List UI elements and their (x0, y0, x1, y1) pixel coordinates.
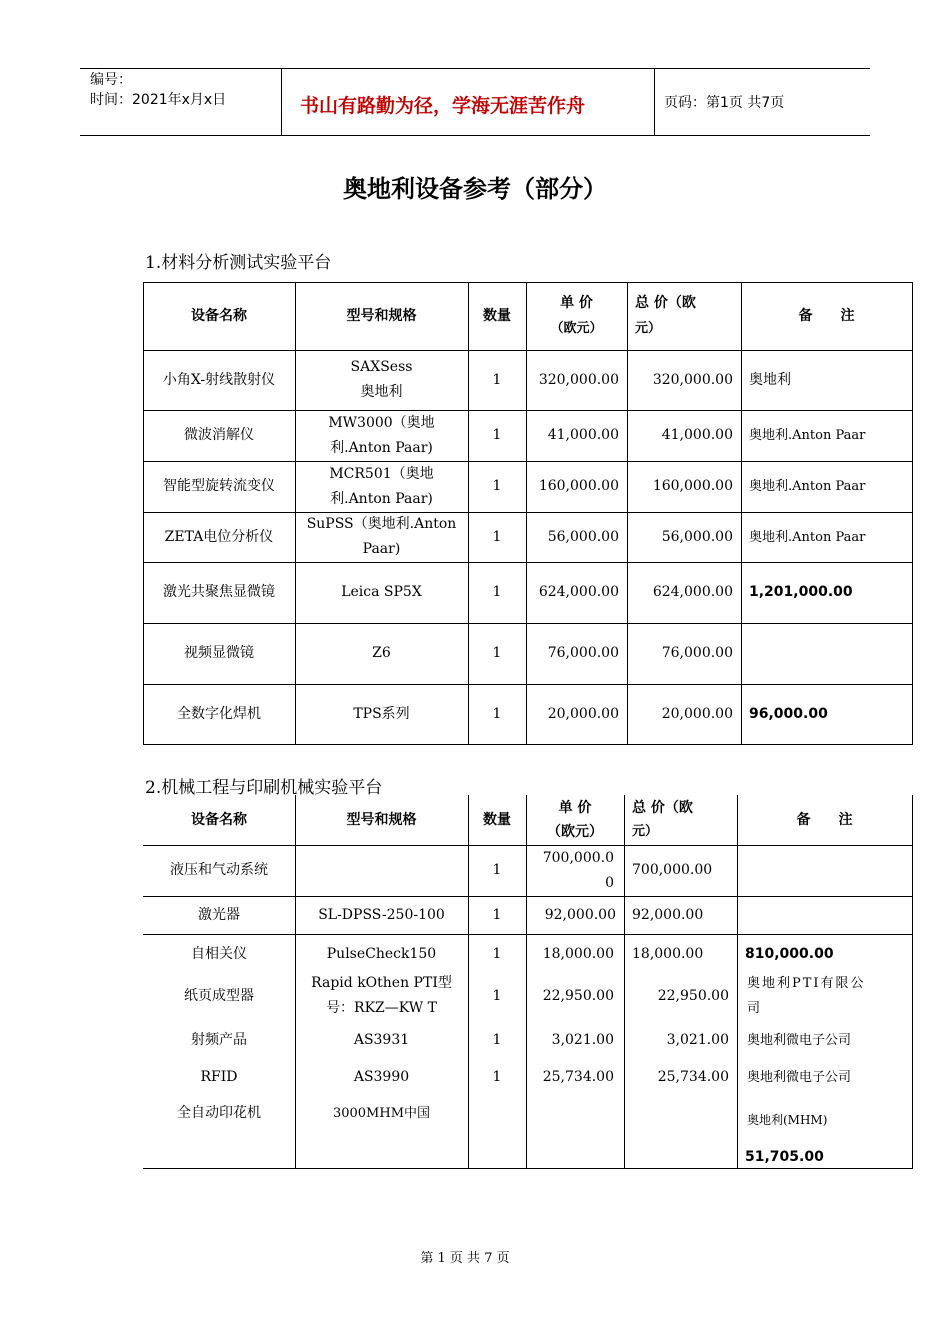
table-row-model: SAXSess 奥地利 (350, 359, 413, 400)
list-item-qty: 1 (492, 1031, 502, 1048)
list-item-total-price: 25,734.00 (657, 1068, 729, 1085)
column-header-total-price: 总 价（欧 元） (635, 295, 696, 336)
table-row-qty: 1 (492, 528, 502, 545)
table-row-remark: 奥地利.Anton Paar (749, 529, 866, 545)
table-row-name: 微波消解仪 (184, 427, 254, 443)
page-info: 页码：第1页 共7页 (664, 95, 785, 111)
table-row-remark (737, 896, 912, 934)
list-item-name: 全自动印花机 (177, 1104, 261, 1121)
list-item-unit-price: 18,000.00 (542, 945, 614, 962)
list-item-name: 自相关仪 (191, 945, 247, 962)
table-row-unit-price: 20,000.00 (547, 705, 619, 722)
table-row-total-price: 700,000.00 (632, 862, 713, 878)
table-row-total-price: 41,000.00 (661, 427, 733, 443)
list-item-remark-total: 51,705.00 (745, 1148, 824, 1165)
table-row-total-price: 76,000.00 (661, 645, 733, 661)
column-header-unit-price: 单 价 （欧元） (547, 800, 603, 840)
list-item-qty: 1 (492, 945, 502, 962)
header-top-rule (80, 68, 870, 69)
table-row-name: ZETA电位分析仪 (164, 528, 274, 545)
table-row-unit-price: 56,000.00 (547, 528, 619, 545)
list-item-model: AS3931 (353, 1031, 410, 1048)
section-heading: 1.材料分析测试实验平台 (145, 253, 332, 273)
table-row-model: Z6 (372, 645, 391, 661)
table-row-model: SL-DPSS-250-100 (318, 906, 445, 923)
table-row-qty: 1 (492, 478, 502, 494)
table-row-model: Leica SP5X (341, 584, 422, 600)
time-label: 时间：2021年x月x日 (90, 92, 227, 108)
list-item-model: AS3990 (353, 1068, 410, 1085)
list-item-unit-price: 22,950.00 (542, 987, 614, 1004)
table-row-model: TPS系列 (353, 705, 410, 722)
list-item-model: PulseCheck150 (326, 945, 437, 962)
table-row-model (295, 845, 468, 896)
table-row-name: 小角X-射线散射仪 (162, 371, 276, 388)
table-row-total-price: 92,000.00 (632, 906, 704, 923)
column-header-model: 型号和规格 (346, 307, 417, 324)
code-label: 编号： (90, 72, 132, 88)
list-item-remark: 810,000.00 (745, 945, 834, 962)
table-row-qty: 1 (492, 584, 502, 600)
table-row-unit-price: 160,000.00 (538, 478, 619, 494)
table-row-model: MW3000（奥地 利.Anton Paar) (328, 414, 435, 456)
column-header-remark: 备 注 (796, 811, 853, 828)
table-row-unit-price: 624,000.00 (538, 584, 619, 600)
page-title: 奥地利设备参考（部分） (343, 175, 607, 203)
list-item-qty: 1 (492, 987, 502, 1004)
table-row-unit-price: 320,000.00 (538, 371, 619, 388)
table-row-unit-price: 92,000.00 (544, 906, 616, 923)
column-header-qty: 数量 (483, 307, 511, 324)
table-row-remark: 奥地利.Anton Paar (749, 428, 866, 443)
list-item-total-price: 3,021.00 (666, 1031, 729, 1048)
list-item-name: 射频产品 (191, 1031, 247, 1048)
table-row-qty: 1 (492, 862, 502, 878)
list-item-qty: 1 (492, 1068, 502, 1085)
table-row-qty: 1 (492, 906, 502, 923)
column-header-model: 型号和规格 (346, 811, 417, 828)
table-row-total-price: 160,000.00 (652, 478, 733, 494)
list-item-name: RFID (200, 1068, 238, 1085)
list-item-name: 纸页成型器 (184, 987, 254, 1004)
table-row-unit-price: 41,000.00 (547, 427, 619, 443)
table-row-remark: 奥地利.Anton Paar (749, 479, 866, 494)
table-row-remark: 1,201,000.00 (749, 584, 853, 600)
table-row-name: 视频显微镜 (184, 645, 254, 661)
column-header-remark: 备 注 (798, 307, 855, 324)
table-row-name: 激光器 (198, 906, 240, 923)
table-row-qty: 1 (492, 645, 502, 661)
table-row-name: 激光共聚焦显微镜 (163, 584, 275, 600)
table-row-remark: 奥地利 (749, 371, 791, 388)
table-row-name: 智能型旋转流变仪 (163, 478, 275, 494)
table-row-total-price: 624,000.00 (652, 584, 733, 600)
table-row-total-price: 56,000.00 (661, 528, 733, 545)
table-row-name: 全数字化焊机 (177, 705, 261, 722)
header-divider (654, 68, 655, 135)
motto: 书山有路勤为径，学海无涯苦作舟 (300, 95, 586, 117)
list-item-unit-price: 3,021.00 (551, 1031, 614, 1048)
table-row-unit-price: 700,000.0 0 (542, 849, 614, 891)
table-row-qty: 1 (492, 705, 502, 722)
list-item-remark: 奥地利微电子公司 (747, 1032, 852, 1048)
column-header-name: 设备名称 (191, 307, 247, 324)
list-item-remark: 奥地利PTI有限公 司 (747, 976, 866, 1016)
list-item-remark: 奥地利(MHM) (747, 1112, 828, 1127)
table-row-qty: 1 (492, 371, 502, 388)
list-item-model: Rapid kOthen PTI型 号：RKZ—KW T (311, 975, 452, 1016)
list-item-remark: 奥地利微电子公司 (747, 1069, 852, 1085)
table-row-name: 液压和气动系统 (170, 862, 268, 878)
column-header-unit-price: 单 价 （欧元） (550, 295, 603, 336)
page-footer: 第 1 页 共 7 页 (420, 1251, 510, 1266)
section-heading: 2.机械工程与印刷机械实验平台 (145, 778, 383, 798)
table-row-total-price: 20,000.00 (661, 705, 733, 722)
table-row-model: SuPSS（奥地利.Anton Paar) (306, 516, 457, 557)
table-row-unit-price: 76,000.00 (547, 645, 619, 661)
column-header-name: 设备名称 (191, 811, 247, 828)
table-row-qty: 1 (492, 427, 502, 443)
list-item-model: 3000MHM中国 (332, 1105, 431, 1121)
list-item-total-price: 22,950.00 (657, 987, 729, 1004)
list-item-total-price: 18,000.00 (632, 945, 704, 962)
table-row-model: MCR501（奥地 利.Anton Paar) (329, 465, 434, 507)
header-divider (281, 68, 282, 135)
table-row-remark (737, 845, 912, 896)
list-item-unit-price: 25,734.00 (542, 1068, 614, 1085)
table-row-remark (741, 623, 912, 684)
header-bottom-rule (80, 135, 870, 136)
column-header-qty: 数量 (483, 811, 511, 828)
column-header-total-price: 总 价（欧 元） (632, 800, 693, 839)
table-row-remark: 96,000.00 (749, 705, 828, 722)
table-row-total-price: 320,000.00 (652, 371, 733, 388)
